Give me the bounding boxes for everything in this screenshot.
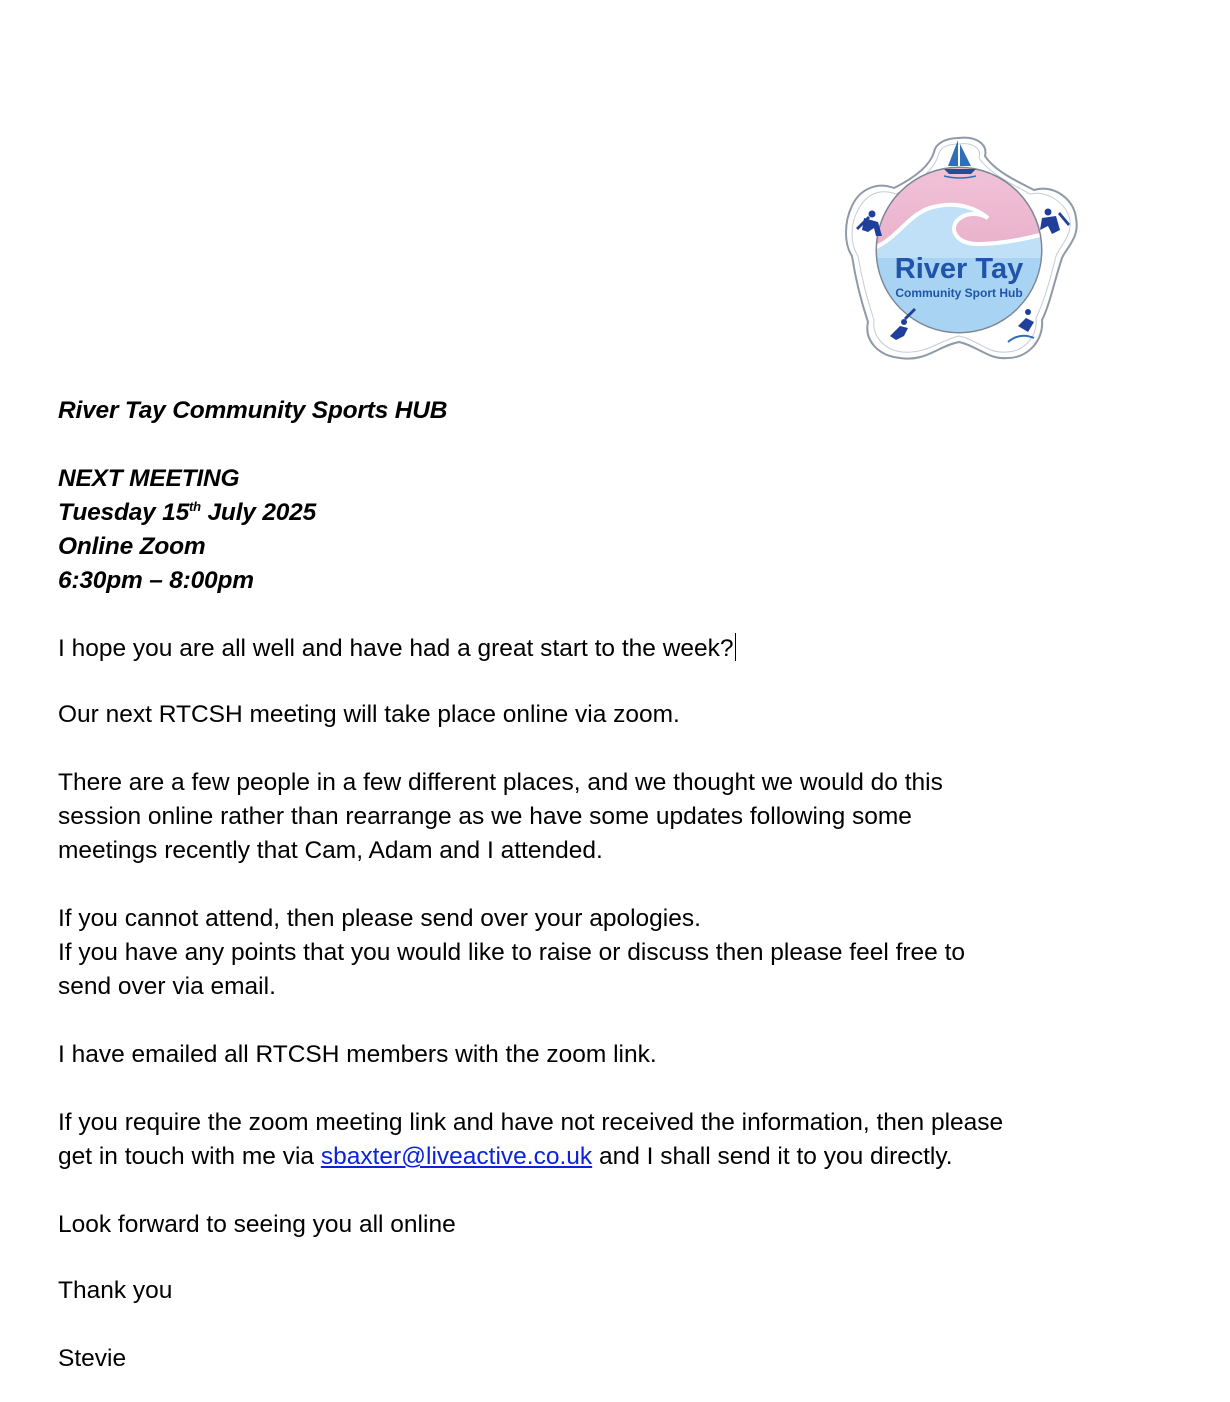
email-link[interactable]: sbaxter@liveactive.co.uk [320,1143,593,1170]
signature: Stevie [58,1345,127,1372]
paragraph-look-forward: Look forward to seeing you all online [58,1211,456,1238]
greeting[interactable] [58,632,1118,666]
paragraph-contact-line-2 [58,1140,1118,1174]
letter-body [58,394,1118,1376]
paragraph-meeting-online: Our next RTCSH meeting will take place online via zoom. [58,701,680,728]
contact-text-before: get in touch with me via [58,1143,321,1170]
river-tay-logo [838,132,1084,364]
meeting-time: 6:30pm – 8:00pm [58,567,254,594]
paragraph-apologies-line-2: If you have any points that you would like to raise or discuss then please feel free to [58,939,966,966]
text-cursor [735,633,737,661]
closing: Thank you [58,1277,173,1304]
logo-subtitle: Community Sport Hub [895,286,1023,300]
contact-text-after: and I shall send it to you directly. [592,1143,953,1170]
org-title: River Tay Community Sports HUB [58,397,448,424]
meeting-date [58,496,1118,530]
paragraph-contact-line-1: If you require the zoom meeting link and have not received the information, then please [58,1109,1004,1136]
paragraph-reason-line-1: There are a few people in a few different places, and we thought we would do this [58,769,943,796]
meeting-date-ordinal: th [189,499,201,514]
meeting-label: NEXT MEETING [58,465,240,492]
paragraph-reason-line-3: meetings recently that Cam, Adam and I attended. [58,837,603,864]
meeting-date-day: Tuesday 15 [58,499,190,526]
meeting-date-month-year: July 2025 [200,499,317,526]
meeting-location: Online Zoom [58,533,206,560]
paragraph-zoom-link: I have emailed all RTCSH members with the zoom link. [58,1041,657,1068]
paragraph-apologies-line-1: If you cannot attend, then please send over your apologies. [58,905,701,932]
greeting-text: I hope you are all well and have had a great start to the week? [58,635,734,662]
paragraph-reason-line-2: session online rather than rearrange as we have some updates following some [58,803,912,830]
paragraph-apologies-line-3: send over via email. [58,973,276,1000]
logo-graphic [838,132,1084,364]
logo-title: River Tay [894,253,1024,285]
